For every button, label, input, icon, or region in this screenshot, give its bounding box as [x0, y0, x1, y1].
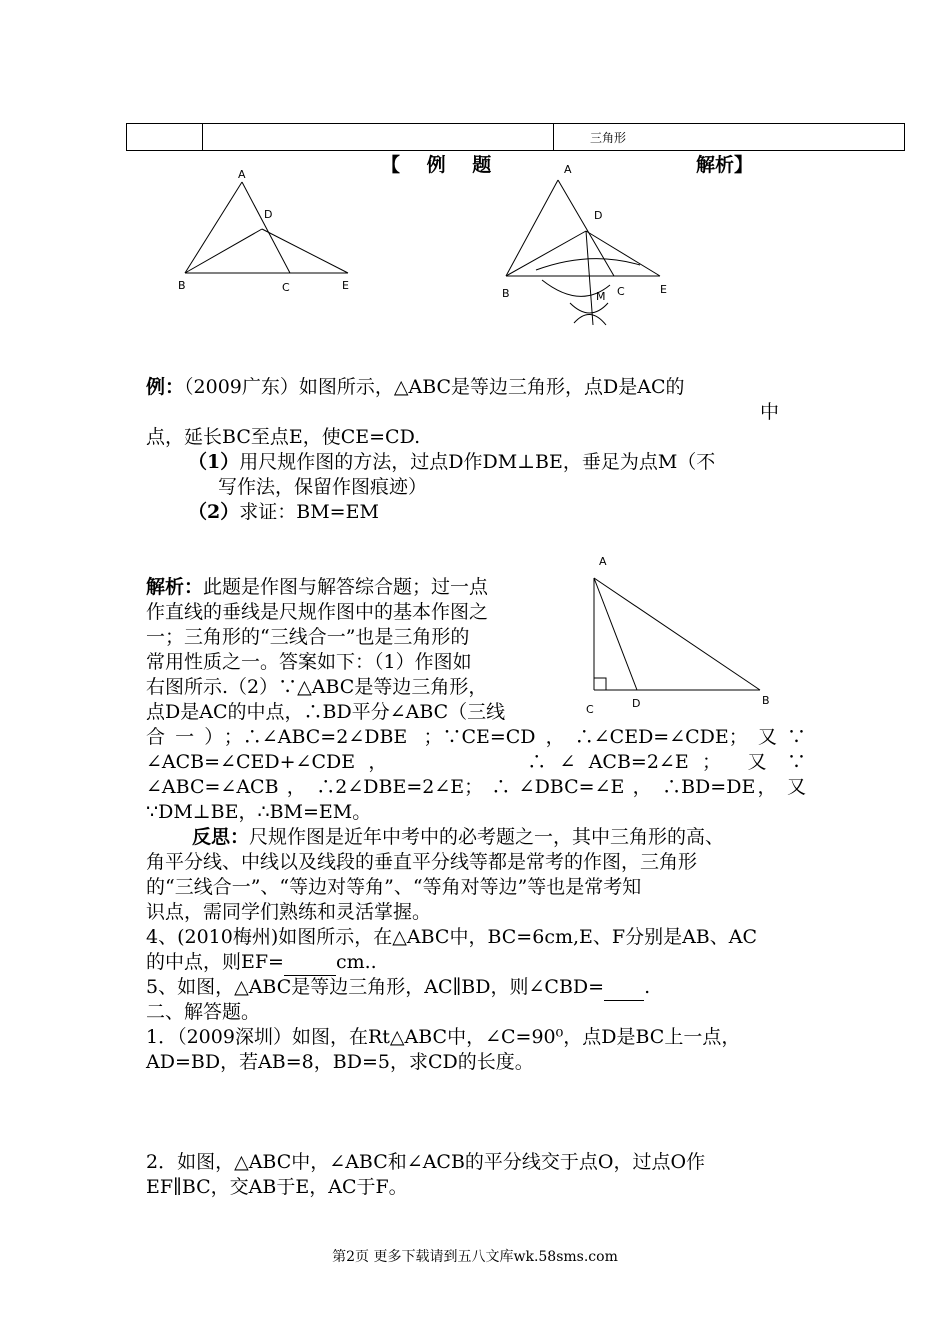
- q4-answer-blank[interactable]: [284, 950, 336, 976]
- header-cell-2: [203, 124, 554, 151]
- example-line-1: [146, 375, 685, 400]
- analysis-line-5: 右图所示.（2）∵△ABC是等边三角形，: [146, 676, 488, 698]
- fig1-label-b: B: [178, 279, 186, 292]
- problem-1-line-1: 1．（2009深圳）如图，在Rt△ABC中，∠C=90⁰，点D是BC上一点，: [146, 1026, 741, 1048]
- example-label: 例：: [146, 376, 185, 398]
- q4-text: 的中点，则EF=: [146, 951, 284, 973]
- analysis-line-1: [146, 575, 488, 600]
- problem-1-line-2: AD=BD，若AB=8，BD=5，求CD的长度。: [146, 1051, 534, 1073]
- reflection-line-3: 的“三线合一”、“等边对等角”、“等角对等边”等也是常考知: [146, 876, 642, 898]
- q1-text: 用尺规作图的方法，过点D作DM⊥BE，垂足为点M（不: [239, 451, 716, 473]
- reflection-text-1: 尺规作图是近年中考中的必考题之一，其中三角形的高、: [249, 826, 725, 848]
- q2-number: （2）: [188, 501, 240, 523]
- q5-line: [146, 975, 650, 1001]
- fig3-label-c: C: [586, 703, 594, 716]
- reflection-line-2: 角平分线、中线以及线段的垂直平分线等都是常考的作图，三角形: [146, 851, 698, 873]
- fig2-label-b: B: [502, 287, 510, 300]
- section-title-left: 【 例 题: [381, 154, 502, 176]
- section-2-title: 二、解答题。: [146, 1001, 261, 1023]
- header-table: [126, 123, 905, 151]
- section-title-right: 解析】: [696, 154, 754, 176]
- q1-number: （1）: [188, 451, 240, 473]
- page-footer: 第2页 更多下载请到五八文库wk.58sms.com: [332, 1249, 618, 1265]
- fig3-label-b: B: [762, 694, 770, 707]
- q5-text: 5、如图，△ABC是等边三角形，AC∥BD，则∠CBD=: [146, 976, 605, 998]
- fig2-label-a: A: [564, 163, 572, 176]
- figure-triangle-1: [170, 165, 370, 295]
- problem-2-line-1: 2．如图，△ABC中，∠ABC和∠ACB的平分线交于点O，过点O作: [146, 1151, 706, 1173]
- analysis-line-4: 常用性质之一。答案如下：（1）作图如: [146, 651, 472, 673]
- reflection-line-4: 识点，需同学们熟练和灵活掌握。: [146, 901, 432, 923]
- reflection-label: 反思：: [192, 826, 250, 848]
- analysis-text-1: 此题是作图与解答综合题；过一点: [203, 576, 489, 598]
- fig3-label-d: D: [632, 697, 641, 710]
- q4-unit: cm..: [335, 951, 377, 973]
- header-cell-3: 三角形: [554, 124, 905, 151]
- analysis-line-2: 作直线的垂线是尺规作图中的基本作图之: [146, 601, 489, 623]
- q5-end: .: [644, 976, 651, 998]
- fig1-label-a: A: [238, 168, 246, 181]
- fig2-label-e: E: [660, 283, 667, 296]
- header-cell-1: [127, 124, 203, 151]
- fig2-label-d: D: [594, 209, 603, 222]
- figure-right-triangle: [580, 550, 780, 720]
- analysis-line-10: ∵DM⊥BE，∴BM=EM。: [146, 801, 372, 823]
- example-question-1: [188, 450, 715, 475]
- example-question-2: [188, 500, 379, 525]
- fig1-label-e: E: [342, 279, 349, 292]
- reflection-line-1: [192, 825, 724, 850]
- figure-triangle-construction: [490, 155, 690, 330]
- q4-line-2: [146, 950, 377, 976]
- example-question-1-cont: 写作法，保留作图痕迹）: [218, 476, 428, 498]
- analysis-label: 解析：: [146, 576, 204, 598]
- fig1-label-c: C: [282, 281, 290, 294]
- q4-line-1: 4、(2010梅州)如图所示，在△ABC中，BC=6cm,E、F分别是AB、AC: [146, 926, 758, 948]
- fig3-label-a: A: [599, 555, 607, 568]
- problem-2-line-2: EF∥BC，交AB于E，AC于F。: [146, 1176, 408, 1198]
- fig2-label-c: C: [617, 285, 625, 298]
- example-line-2: 点，延长BC至点E，使CE=CD.: [146, 426, 421, 448]
- fig1-label-d: D: [264, 208, 273, 221]
- analysis-line-6: 点D是AC的中点，∴BD平分∠ABC（三线: [146, 701, 506, 723]
- analysis-line-9: ∠ABC=∠ACB ， ∴2∠DBE=2∠E； ∴ ∠DBC=∠E ， ∴BD=DE， 又: [146, 776, 806, 798]
- example-text-1: （2009广东）如图所示，△ABC是等边三角形，点D是AC的: [184, 376, 685, 398]
- q5-answer-blank[interactable]: [604, 975, 644, 1001]
- fig2-label-m: M: [596, 290, 606, 303]
- analysis-line-8: ∠ACB=∠CED+∠CDE ， ∴ ∠ ACB=2∠E ； 又 ∵: [146, 751, 806, 773]
- analysis-line-7: 合一）；∴∠ABC=2∠DBE ；∵CE=CD，∴∠CED=∠CDE；又∵: [146, 726, 806, 748]
- analysis-line-3: 一；三角形的“三线合一”也是三角形的: [146, 626, 470, 648]
- example-line-1b: 中: [760, 401, 780, 423]
- q2-text: 求证：BM=EM: [239, 501, 379, 523]
